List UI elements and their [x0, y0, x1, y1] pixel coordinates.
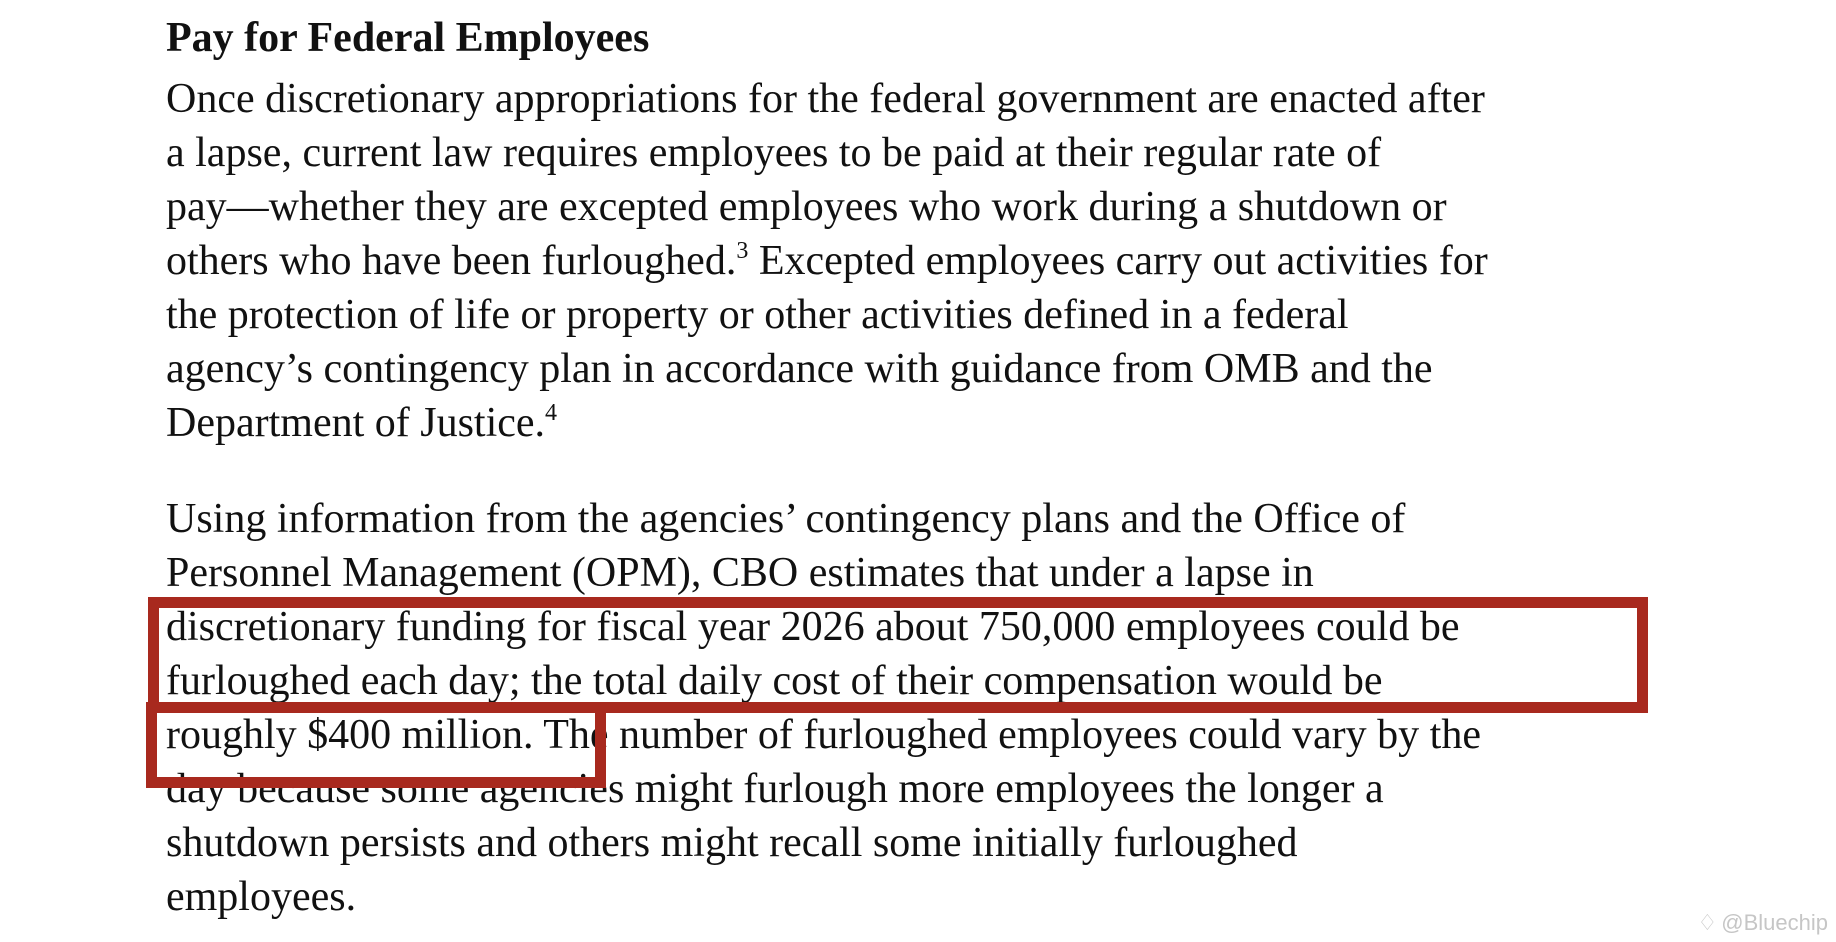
text-line: shutdown persists and others might recall some initially furloughed — [166, 820, 1298, 866]
text-line: Using information from the agencies’ contingency plans and the Office of — [166, 496, 1406, 542]
text-line: pay—whether they are excepted employees who work during a shutdown or — [166, 184, 1447, 230]
highlighted-text-line: discretionary funding for fiscal year 2026 about 750,000 employees could be — [166, 604, 1460, 650]
paragraph-cbo-estimate — [166, 492, 1726, 924]
text-line — [166, 234, 1726, 288]
text-line: employees. — [166, 874, 357, 920]
text-line — [166, 708, 1726, 762]
text-fragment: Department of Justice. — [166, 400, 546, 446]
text-line: a lapse, current law requires employees to be paid at their regular rate of — [166, 130, 1382, 176]
document-page — [166, 14, 1726, 924]
highlighted-cost-text: roughly $400 million. — [166, 712, 534, 758]
text-line: agency’s contingency plan in accordance with guidance from OMB and the — [166, 346, 1433, 392]
bluechip-logo-icon: ♢ — [1697, 910, 1718, 935]
text-fragment: others who have been furloughed. — [166, 238, 737, 284]
watermark-text: @Bluechip — [1721, 910, 1828, 935]
paragraph-pay-rules — [166, 72, 1726, 450]
text-line — [166, 396, 1726, 450]
watermark — [1698, 910, 1828, 936]
text-line: day because some agencies might furlough more employees the longer a — [166, 766, 1384, 812]
footnote-marker-3[interactable]: 3 — [736, 238, 749, 264]
footnote-marker-4[interactable]: 4 — [545, 400, 558, 426]
text-fragment: The number of furloughed employees could vary by the — [533, 712, 1481, 758]
text-line: the protection of life or property or other activities defined in a federal — [166, 292, 1349, 338]
text-fragment: Excepted employees carry out activities for — [748, 238, 1488, 284]
text-line: Once discretionary appropriations for the federal government are enacted after — [166, 76, 1485, 122]
text-line: Personnel Management (OPM), CBO estimates that under a lapse in — [166, 550, 1314, 596]
section-heading: Pay for Federal Employees — [166, 15, 650, 61]
highlighted-text-line: furloughed each day; the total daily cost of their compensation would be — [166, 658, 1383, 704]
